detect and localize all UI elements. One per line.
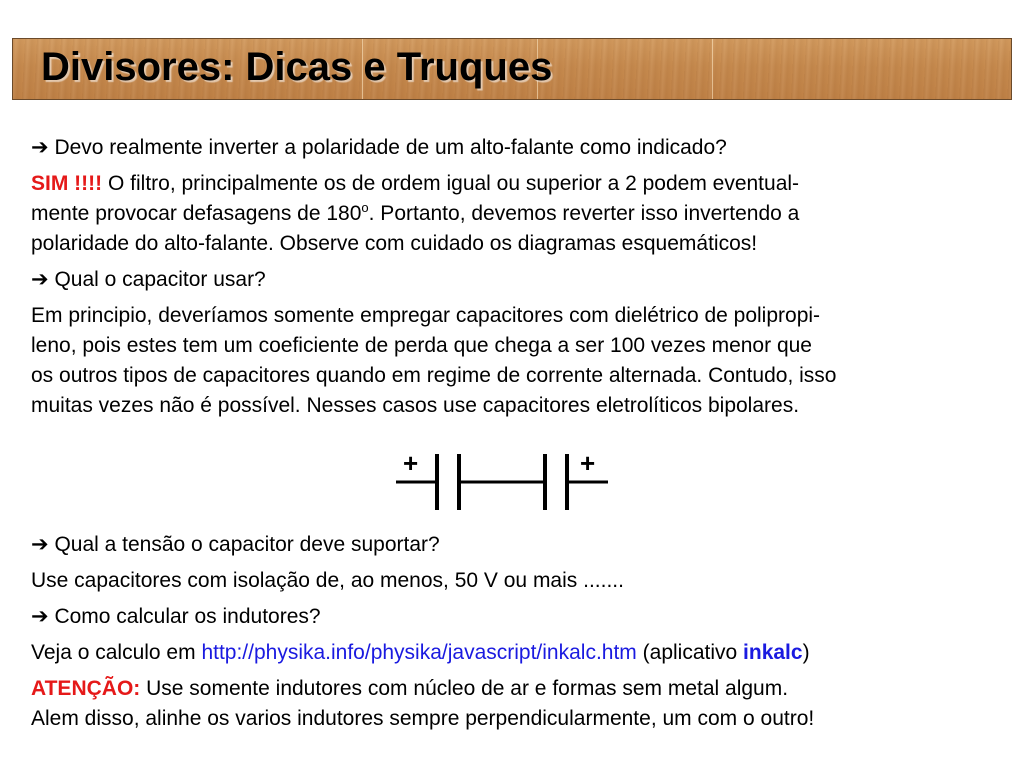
answer-inductors [31, 638, 1016, 668]
answer-text: O filtro, principalmente os de ordem igual ou superior a 2 podem eventual- [102, 172, 800, 195]
answer-voltage [31, 566, 1016, 596]
question-text: Qual a tensão o capacitor deve suportar? [54, 533, 440, 556]
degree-symbol: o [361, 200, 369, 215]
warning-text: Use somente indutores com núcleo de ar e formas sem metal algum. [140, 677, 789, 700]
arrow-icon: ➔ [31, 605, 49, 628]
warning-text: Alem disso, alinhe os varios indutores sempre perpendicularmente, um com o outro! [31, 707, 815, 730]
warning-label: ATENÇÃO: [31, 677, 141, 700]
answer-polarity [31, 169, 1016, 259]
answer-text: leno, pois estes tem um coeficiente de perda que chega a ser 100 vezes menor que [31, 334, 812, 357]
answer-text: Veja o calculo em [31, 641, 202, 664]
answer-text: Use capacitores com isolação de, ao menos, 50 V ou mais ....... [31, 569, 624, 592]
page-title: Divisores: Dicas e Truques [41, 45, 553, 89]
section-polarity [31, 133, 1016, 421]
question-capacitor [31, 265, 1016, 295]
question-inductors [31, 602, 1016, 632]
question-polarity [31, 133, 1016, 163]
capacitor-schematic [396, 450, 608, 510]
arrow-icon: ➔ [31, 136, 49, 159]
answer-text: polaridade do alto-falante. Observe com cuidado os diagramas esquemáticos! [31, 232, 758, 255]
answer-text: . Portanto, devemos reverter isso invertendo a [368, 202, 800, 225]
arrow-icon: ➔ [31, 268, 49, 291]
answer-text: Em principio, deveríamos somente empregar capacitores com dielétrico de polipropi- [31, 304, 821, 327]
answer-text: mente provocar defasagens de 180 [31, 202, 362, 225]
bipolar-capacitor-diagram [396, 450, 608, 510]
wood-seam [712, 39, 713, 99]
plus-sign-right: + [580, 450, 596, 478]
answer-capacitor [31, 301, 1016, 421]
section-voltage-inductors [31, 530, 1016, 734]
question-voltage [31, 530, 1016, 560]
question-text: Qual o capacitor usar? [54, 268, 266, 291]
question-text: Devo realmente inverter a polaridade de um alto-falante como indicado? [54, 136, 727, 159]
emphasis-yes: SIM !!!! [31, 172, 103, 195]
warning-inductors [31, 674, 1016, 734]
inkalc-link[interactable]: http://physika.info/physika/javascript/inkalc.htm [201, 641, 637, 664]
plus-sign-left: + [403, 450, 419, 478]
answer-text: ) [802, 641, 810, 664]
app-name: inkalc [743, 641, 803, 664]
answer-text: os outros tipos de capacitores quando em regime de corrente alternada. Contudo, isso [31, 364, 837, 387]
answer-text: (aplicativo [636, 641, 744, 664]
answer-text: muitas vezes não é possível. Nesses casos use capacitores eletrolíticos bipolares. [31, 394, 800, 417]
title-banner [12, 38, 1012, 100]
question-text: Como calcular os indutores? [54, 605, 321, 628]
arrow-icon: ➔ [31, 533, 49, 556]
